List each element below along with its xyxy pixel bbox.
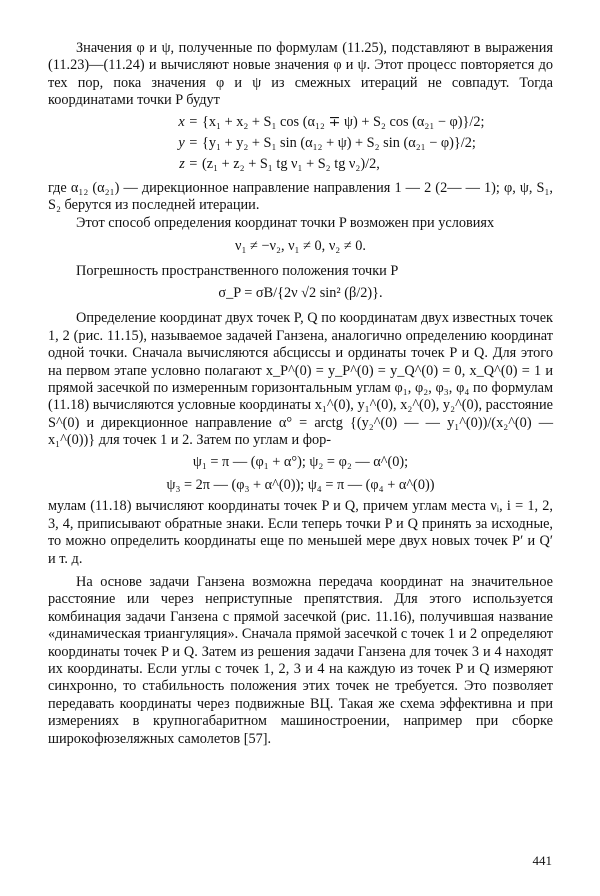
formula-psi-3-4: ψ₃ = 2π — (φ₃ + α^(0)); ψ₄ = π — (φ₄ + α^(0))	[166, 476, 435, 493]
paragraph-conditions: Этот способ определения координат точки P возможен при условиях	[76, 214, 495, 231]
paragraph-dynamic-triangulation: На основе задачи Ганзена возможна передача координат на значительное расстояние или через неприступные препятствия. Для этого используется комбинация задачи Ганзена с прямой засечкой (рис. 11.16), получившая название «динамическая триангуляция». Сначала прямой засечкой с точек 1 и 2 определяют координаты точек P и Q. Затем из решения задачи Ганзена для точек 3 и 4 находят их координаты. Если углы с точек 1, 2, 3 и 4 на каждую из точек P и Q измеряют синхронно, то стабильность положения этих точек не требуется. Это позволяет передавать координаты через подвижные ВЦ. Такая же схема эффективна и при измерениях в крупногабаритном машиностроении, например при сборке широкофюзеляжных самолетов [57].	[48, 573, 553, 747]
page-body	[48, 40, 553, 748]
formula-x	[48, 114, 553, 131]
paragraph-where: где α₁₂ (α₂₁) — дирекционное направление направления 1 — 2 (2— — 1); φ, ψ, S₁, S₂ берутся из последней итерации.	[48, 179, 553, 214]
formula-y	[48, 135, 553, 152]
formula-y-lhs: y =	[178, 135, 198, 152]
formula-sigma: σ_P = σB/{2ν √2 sin² (β/2)}.	[218, 284, 383, 301]
paragraph-continuation: мулам (11.18) вычисляют координаты точек P и Q, причем углам места νᵢ, i = 1, 2, 3, 4, приписывают обратные знаки. Если теперь точки P и Q принять за исходные, то можно определить координаты еще по меньшей мере двух новых точек P′ и Q′ и т. д.	[48, 498, 553, 567]
formula-z-lhs: z =	[179, 156, 198, 173]
formula-z	[48, 156, 553, 173]
formula-z-rhs: (z₁ + z₂ + S₁ tg ν₁ + S₂ tg ν₂)/2,	[202, 156, 380, 173]
paragraph-error: Погрешность пространственного положения точки P	[76, 263, 399, 280]
formula-x-rhs: {x₁ + x₂ + S₁ cos (α₁₂ ∓ ψ) + S₂ cos (α₂₁ − φ)}/2;	[202, 113, 485, 130]
paragraph-iteration: Значения φ и ψ, полученные по формулам (11.25), подставляют в выражения (11.23)—(11.24) и вычисляют новые значения φ и ψ. Этот процесс повторяется до тех пор, пока значения φ и ψ из смежных итераций не совпадут. Тогда координатами точки P будут	[48, 40, 553, 109]
formula-x-lhs: x =	[178, 113, 198, 130]
paragraph-hansen: Определение координат двух точек P, Q по координатам двух известных точек 1, 2 (рис. 11.15), называемое задачей Ганзена, аналогично определению координат одной точки. Сначала вычисляются абсциссы и ординаты точек P и Q. Для этого на первом этапе условно полагают x_P^(0) = y_P^(0) = y_Q^(0) = 0, x_Q^(0) = 1 и прямой засечкой по измеренным горизонтальным углам φ₁, φ₂, φ₃, φ₄ по формулам (11.18) вычисляются условные координаты x₁^(0), y₁^(0), x₂^(0), y₂^(0), расстояние S^(0) и дирекционное направление α° = arctg {(y₂^(0) — — y₁^(0))/(x₂^(0) — x₁^(0))} для точек 1 и 2. Затем по углам и фор-	[48, 310, 553, 449]
formula-y-rhs: {y₁ + y₂ + S₁ sin (α₁₂ + ψ) + S₂ sin (α₂₁ − φ)}/2;	[202, 135, 476, 152]
page-number: 441	[532, 853, 552, 868]
formula-psi-1-2: ψ₁ = π — (φ₁ + α°); ψ₂ = φ₂ — α^(0);	[192, 453, 409, 470]
formula-conditions: ν₁ ≠ −ν₂, ν₁ ≠ 0, ν₂ ≠ 0.	[234, 238, 366, 255]
